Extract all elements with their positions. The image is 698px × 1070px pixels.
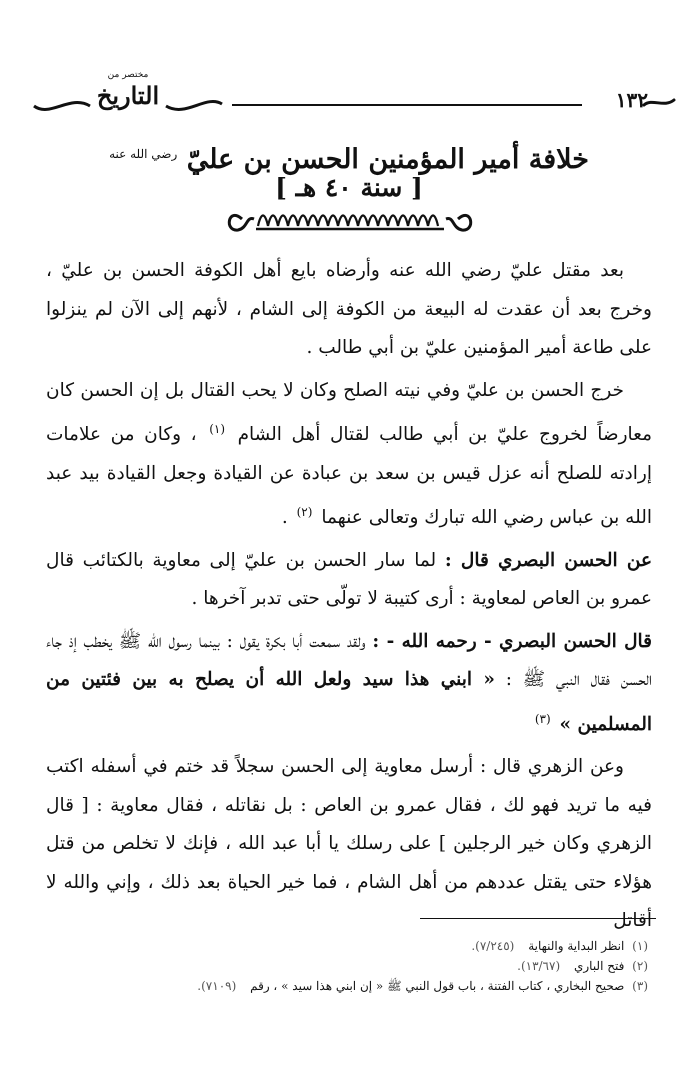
paragraph-3-text: لما سار الحسن بن عليّ إلى معاوية بالكتائب قال عمرو بن العاص لمعاوية : أرى كتيبة لا تولّى حتى تدبر آخرها . — [46, 549, 652, 610]
paragraph-3-lead: عن الحسن البصري قال : — [444, 549, 653, 571]
header-rule — [232, 104, 582, 106]
chapter-ornament-divider — [224, 202, 476, 236]
page-number: ١٣٢ — [615, 88, 648, 112]
footnote-2 — [80, 956, 648, 976]
footnote-3-reference: (٧١٠٩). — [197, 979, 237, 993]
paragraph-4-lead: قال الحسن البصري - رحمه الله - : — [372, 630, 653, 652]
footnote-1 — [80, 936, 648, 956]
footnote-ref-1: (١) — [209, 422, 226, 436]
footnote-2-number: (٢) — [632, 959, 648, 973]
footnote-2-reference: (١٣/٦٧). — [517, 959, 561, 973]
paragraph-1: بعد مقتل عليّ رضي الله عنه وأرضاه بايع أهل الكوفة الحسن بن عليّ ، وخرج بعد أن عقدت له البيعة من الكوفة إلى الشام ، لأنهم إلى الآن لم ينزلوا على طاعة أمير المؤمنين عليّ بن أبي طالب . — [46, 260, 652, 358]
footnote-1-reference: (٧/٢٤٥). — [471, 939, 515, 953]
running-title-subtitle: مختصر من — [107, 70, 149, 80]
paragraph-4-hadith-quote: « ابني هذا سيد ولعل الله أن يصلح به بين فئتين من المسلمين » — [46, 669, 652, 735]
running-title — [30, 70, 226, 120]
footnote-1-number: (١) — [632, 939, 648, 953]
chapter-title-text: خلافة أمير المؤمنين الحسن بن عليّ — [186, 144, 589, 175]
footnote-3-number: (٣) — [632, 979, 648, 993]
paragraph-2-part-b: ، وكان من علامات إرادته للصلح أنه عزل قيس بن سعد بن عبادة عن القيادة وجعل القيادة بيد عبد الله بن عباس رضي الله تبارك وتعالى عنهما — [46, 424, 652, 529]
chapter-title-honorific: رضي الله عنه — [109, 147, 178, 161]
paragraph-4-text: ولقد سمعت أبا بكرة يقول : بينما رسول الله ﷺ يخطب إذ جاء الحسن فقال النبي ﷺ : — [46, 630, 652, 691]
footnote-ref-2: (٢) — [296, 505, 313, 520]
footnote-ref-3: (٣) — [534, 711, 551, 726]
paragraph-2-part-a: خرج الحسن بن عليّ وفي نيته الصلح وكان لا يحب القتال بل إن الحسن كان معارضاً لخروج عليّ بن أبي طالب لقتال أهل الشام — [46, 379, 653, 446]
chapter-year: [ سنة ٤٠ هـ ] — [275, 173, 423, 202]
running-title-text: التاريخ — [96, 81, 160, 110]
body-text — [46, 252, 652, 945]
footnote-1-text: انظر البداية والنهاية — [528, 939, 625, 953]
paragraph-2 — [46, 372, 652, 538]
paragraph-3 — [46, 542, 652, 619]
paragraph-4 — [46, 623, 652, 745]
footnote-3 — [80, 976, 648, 996]
paragraph-2-part-c: . — [281, 507, 288, 529]
paragraph-5: وعن الزهري قال : أرسل معاوية إلى الحسن سجلاً قد ختم في أسفله اكتب فيه ما تريد فهو لك ، فقال عمرو بن العاص : بل نقاتله ، فقال معاوية : [ قال الزهري وكان خير الرجلين ] على رسلك يا أبا عبد الله ، فإنك لا تخلص من قتل هؤلاء حتى يقتل عددهم من أهل الشام ، فما خير الحياة بعد ذلك ، وإني والله لا أقاتل — [46, 756, 652, 932]
footnotes — [80, 936, 648, 996]
footnote-3-text: صحيح البخاري ، كتاب الفتنة ، باب قول النبي ﷺ « إن ابني هذا سيد » ، رقم — [250, 979, 625, 993]
footnote-2-text: فتح الباري — [573, 959, 625, 973]
running-title-calligraphy-flourish — [30, 88, 226, 118]
footnote-rule — [420, 918, 656, 919]
